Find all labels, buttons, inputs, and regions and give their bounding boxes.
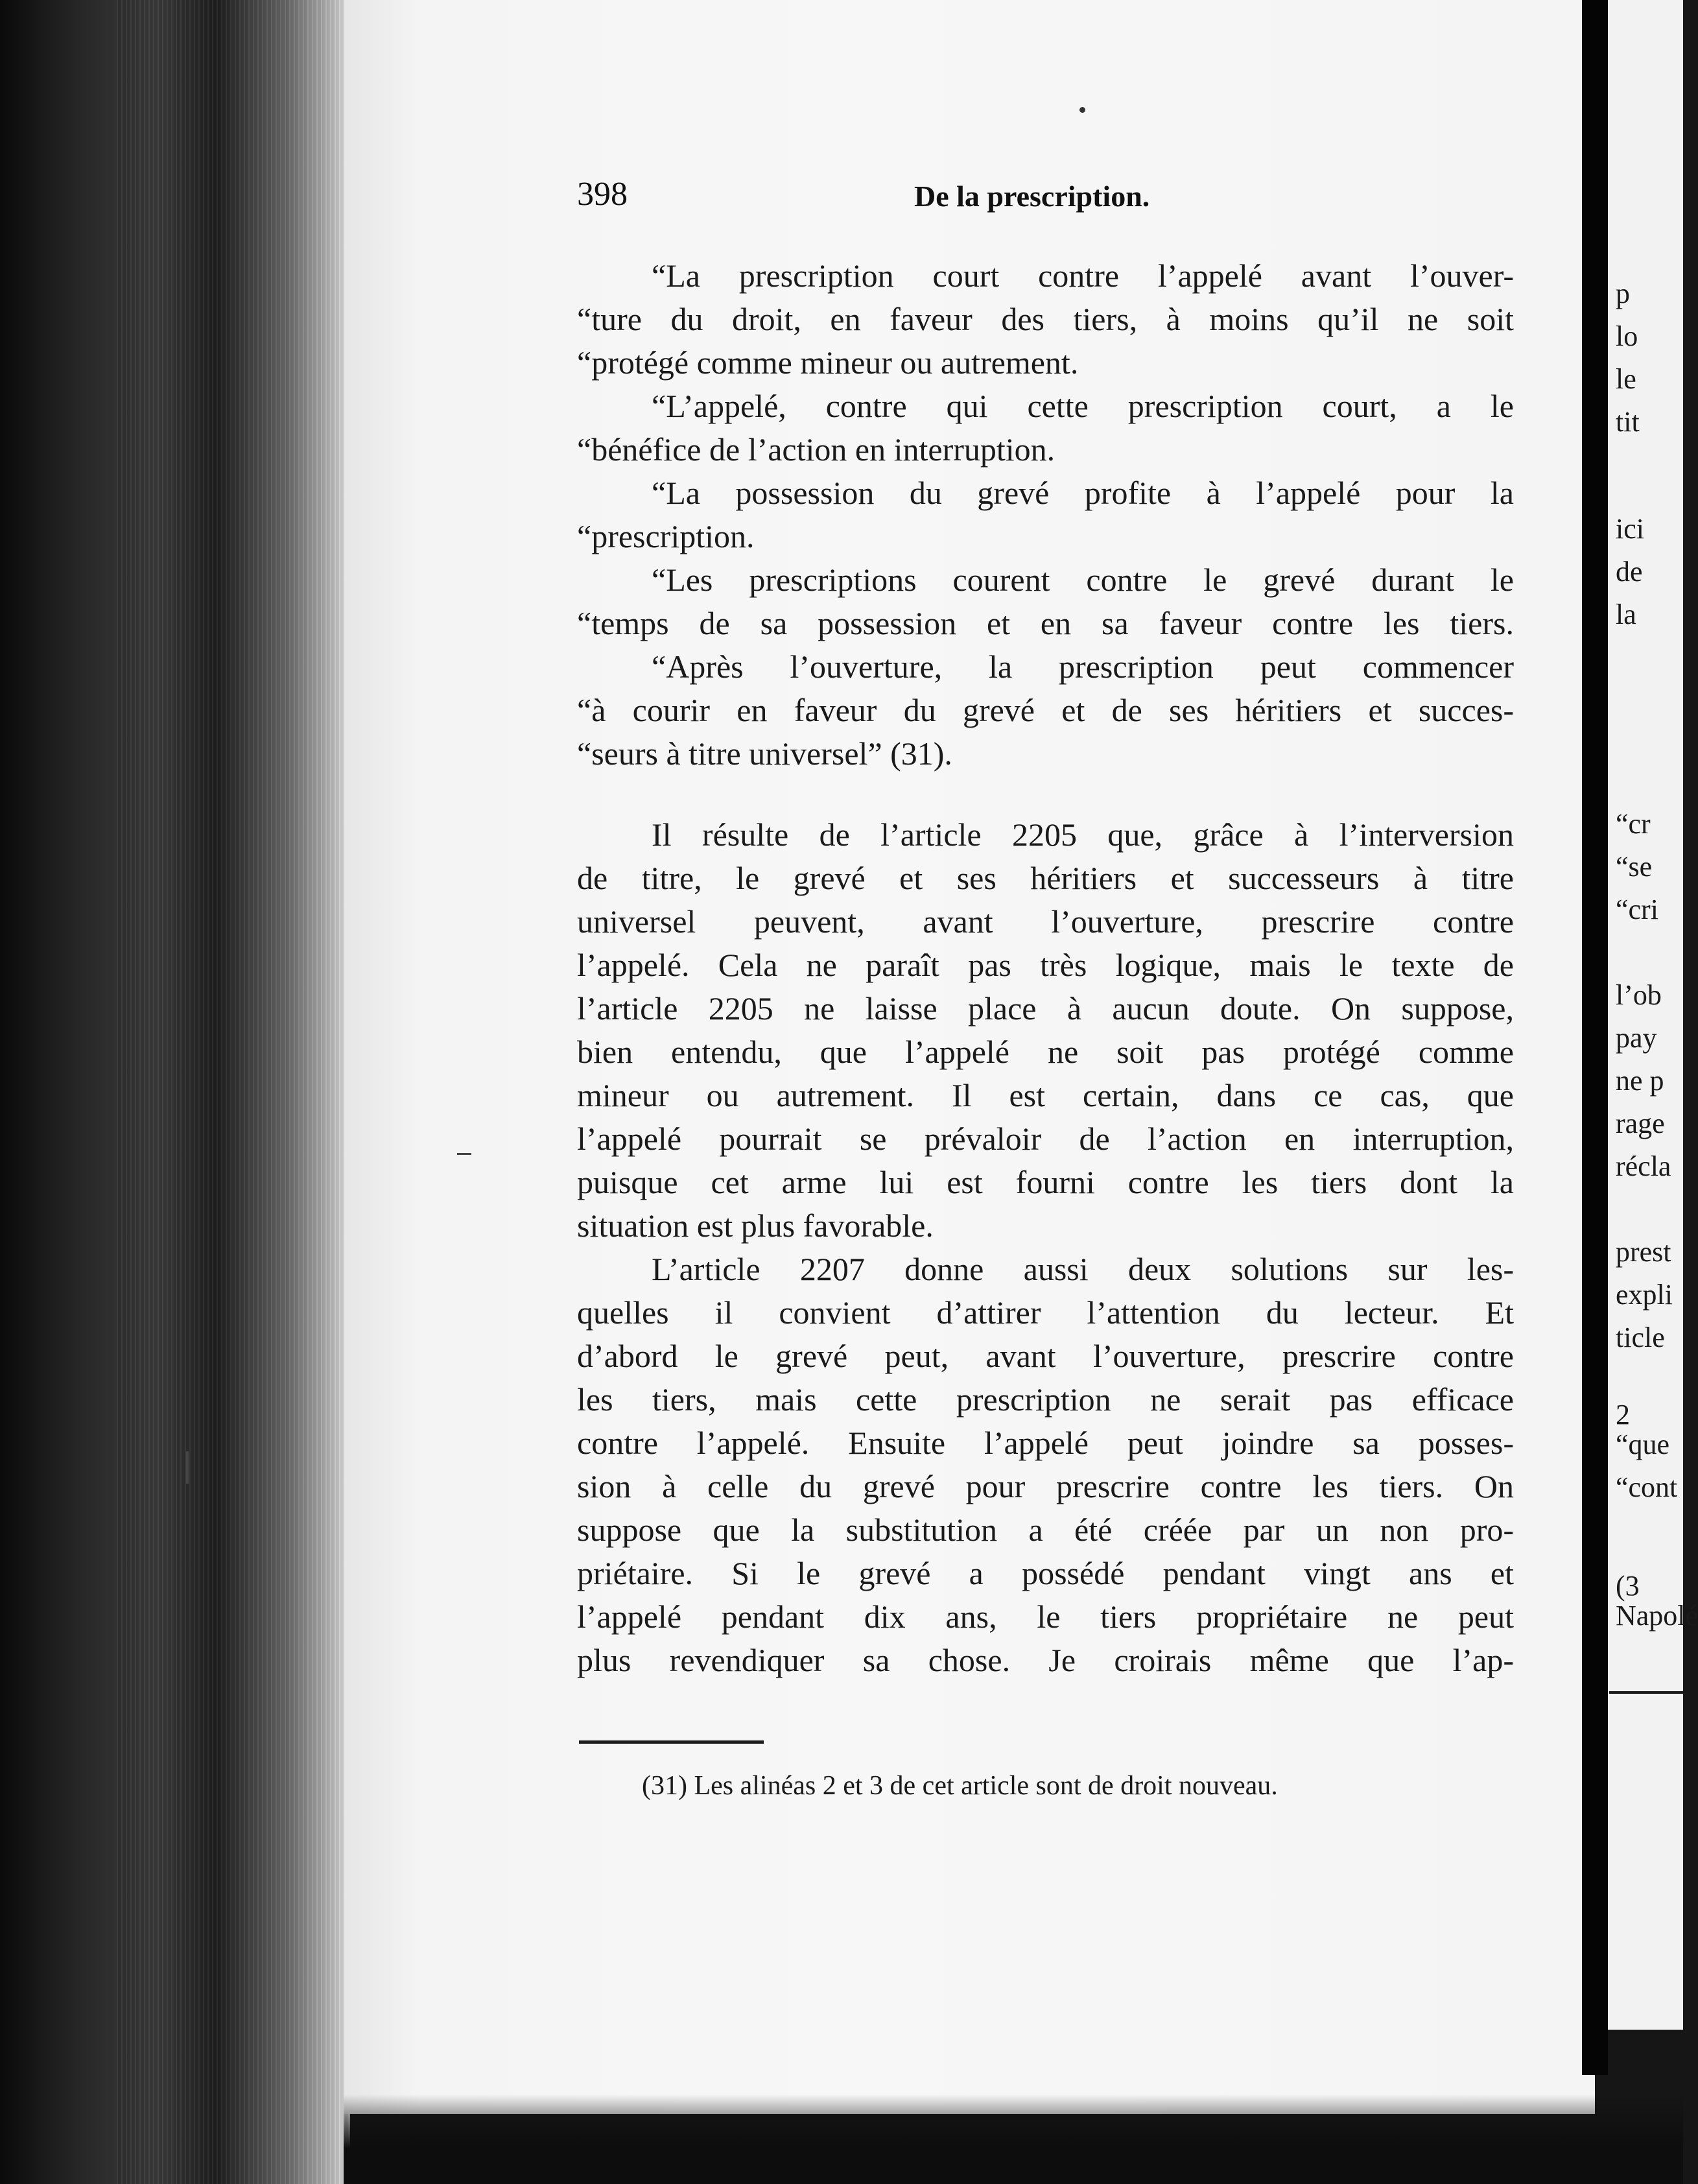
adjacent-page-fragment: “cr (1616, 808, 1651, 840)
text-line: l’appelé. Cela ne paraît pas très logique, mais le texte de (577, 947, 1514, 983)
footnote-rule (579, 1740, 764, 1744)
text-line: plus revendiquer sa chose. Je croirais même que l’ap- (577, 1642, 1514, 1678)
paragraph-gap (577, 776, 1514, 813)
footnote: (31) Les alinéas 2 et 3 de cet article sont de droit nouveau. (642, 1771, 1278, 1801)
adjacent-page-fragment: ticle (1616, 1322, 1665, 1354)
adjacent-page-fragment: “cont (1616, 1471, 1678, 1504)
text-line: de titre, le grevé et ses héritiers et successeurs à titre (577, 860, 1514, 896)
adjacent-page-fragment: prest (1616, 1236, 1671, 1268)
text-line: “protégé comme mineur ou autrement. (577, 344, 1079, 381)
adjacent-page-fragment: lo (1616, 320, 1638, 352)
page-stack-edges (117, 0, 350, 2184)
adjacent-page-fragment: tit (1616, 406, 1640, 438)
text-line: les tiers, mais cette prescription ne serait pas efficace (577, 1381, 1514, 1418)
adjacent-page-fragment: de (1616, 556, 1643, 588)
page-number: 398 (577, 176, 628, 213)
text-line: “prescription. (577, 518, 755, 554)
text-line: “L’appelé, contre qui cette prescription court, a le (652, 388, 1514, 424)
text-line: “seurs à titre universel” (31). (577, 735, 952, 772)
text-line: d’abord le grevé peut, avant l’ouverture, prescrire contre (577, 1338, 1514, 1374)
text-line: “La prescription court contre l’appelé avant l’ouver- (652, 257, 1514, 294)
adjacent-page-fragment: 2 (1616, 1399, 1630, 1431)
text-line: L’article 2207 donne aussi deux solutions sur les- (652, 1251, 1514, 1287)
adjacent-page-fragment: “cri (1616, 894, 1658, 926)
adjacent-page-fragment: la (1616, 599, 1636, 630)
adjacent-page-fragment: Napolé (1616, 1600, 1698, 1632)
text-line: puisque cet arme lui est fourni contre les tiers dont la (577, 1164, 1514, 1200)
adjacent-page-fragment: l’ob (1616, 979, 1662, 1012)
adjacent-page-fragment: ne p (1616, 1065, 1664, 1097)
text-line: situation est plus favorable. (577, 1207, 934, 1244)
adjacent-page-fragment: récla (1616, 1150, 1671, 1183)
margin-mark (186, 1451, 189, 1484)
margin-mark (457, 1153, 471, 1155)
text-line: universel peuvent, avant l’ouverture, prescrire contre (577, 903, 1514, 940)
page-bottom-shadow (344, 2095, 1683, 2184)
running-title: De la prescription. (914, 180, 1150, 213)
page-header (577, 175, 1225, 220)
text-line: l’appelé pendant dix ans, le tiers propriétaire ne peut (577, 1598, 1514, 1635)
text-line: suppose que la substitution a été créée par un non pro- (577, 1512, 1514, 1548)
adjacent-page-fragment: p (1616, 278, 1630, 309)
adjacent-page-fragment: le (1616, 363, 1636, 395)
text-line: l’appelé pourrait se prévaloir de l’action en interruption, (577, 1121, 1514, 1157)
text-line: “La possession du grevé profite à l’appelé pour la (652, 475, 1514, 511)
adjacent-page-fragment: expli (1616, 1279, 1673, 1311)
text-line: “ture du droit, en faveur des tiers, à moins qu’il ne soit (577, 301, 1514, 337)
text-line: “temps de sa possession et en sa faveur contre les tiers. (577, 605, 1514, 641)
text-line: “Après l’ouverture, la prescription peut commencer (652, 648, 1514, 685)
adjacent-page-fragment: “que (1616, 1429, 1670, 1461)
text-line: Il résulte de l’article 2205 que, grâce à l’interversion (652, 816, 1514, 853)
text-line: priétaire. Si le grevé a possédé pendant vingt ans et (577, 1555, 1514, 1591)
adjacent-page-fragment: pay (1616, 1022, 1657, 1054)
print-speck (1079, 107, 1085, 113)
adjacent-page-fragment: ici (1616, 513, 1644, 545)
text-line: quelles il convient d’attirer l’attention du lecteur. Et (577, 1294, 1514, 1331)
text-line: “à courir en faveur du grevé et de ses héritiers et succes- (577, 692, 1514, 728)
adjacent-page-fragment: rage (1616, 1108, 1665, 1140)
body-text (577, 254, 1514, 1682)
text-line: “Les prescriptions courent contre le grevé durant le (652, 562, 1514, 598)
adjacent-page-fragment: (3 (1616, 1570, 1640, 1602)
page-gutter (1582, 0, 1608, 2075)
text-line: contre l’appelé. Ensuite l’appelé peut joindre sa posses- (577, 1425, 1514, 1461)
adjacent-page-rule (1609, 1691, 1683, 1694)
text-line: “bénéfice de l’action en interruption. (577, 431, 1055, 468)
text-line: mineur ou autrement. Il est certain, dans ce cas, que (577, 1077, 1514, 1113)
text-line: l’article 2205 ne laisse place à aucun doute. On suppose, (577, 990, 1514, 1027)
adjacent-page (1608, 0, 1698, 2030)
text-line: bien entendu, que l’appelé ne soit pas protégé comme (577, 1034, 1514, 1070)
text-line: sion à celle du grevé pour prescrire contre les tiers. On (577, 1468, 1514, 1504)
adjacent-page-fragment: “se (1616, 851, 1653, 883)
